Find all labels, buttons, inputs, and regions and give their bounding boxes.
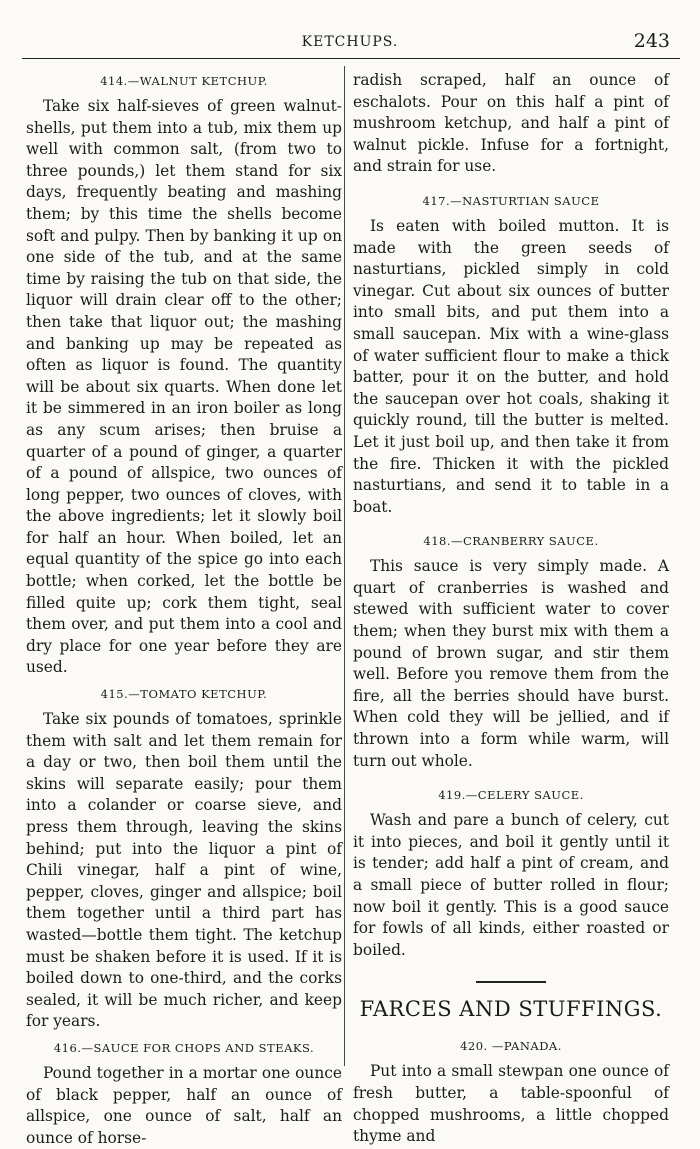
recipe-heading-415: 415.—TOMATO KETCHUP. <box>100 687 268 702</box>
column-divider <box>344 66 345 1066</box>
recipe-heading-417: 417.—NASTURTIAN SAUCE <box>422 193 600 208</box>
recipe-text-416-continued: radish scraped, half an ounce of eschalots. Pour on this half a pint of mushroom ketchup, and half a pint of walnut pickle. Infuse for a fortnight, and strain for use. <box>353 71 669 176</box>
left-column <box>26 66 342 1149</box>
recipe-text-418: This sauce is very simply made. A quart of cranberries is washed and stewed with sufficient water to cover them; when they burst mix with them a pound of brown sugar, and stir them well. Before you remove them from the fire, all the berries should have burst. When cold they will be jellied, and if thrown into a form while warm, will turn out whole. <box>353 557 669 770</box>
recipe-heading-418: 418.—CRANBERRY SAUCE. <box>423 534 599 549</box>
right-column <box>353 66 669 1148</box>
recipe-heading-416: 416.—SAUCE FOR CHOPS AND STEAKS. <box>53 1040 315 1055</box>
page-number: 243 <box>633 30 670 52</box>
section-separator <box>476 981 546 983</box>
recipe-text-420: Put into a small stewpan one ounce of fresh butter, a table-spoonful of chopped mushrooms, a little chopped thyme and <box>353 1062 669 1146</box>
recipe-heading-414: 414.—WALNUT KETCHUP. <box>100 74 268 88</box>
recipe-text-417: Is eaten with boiled mutton. It is made with the green seeds of nasturtians, pickled simply in cold vinegar. Cut about six ounces of butter into small bits, and put them into a small saucepan. Mix with a wine-glass of water sufficient flour to make a thick batter, pour it on the butter, and hold the saucepan over hot coals, shaking it quickly round, till the butter is melted. Let it just boil up, and then take it from the fire. Thicken it with the pickled nasturtians, and send it to table in a boat. <box>353 216 669 516</box>
recipe-heading-419: 419.—CELERY SAUCE. <box>438 788 584 803</box>
recipe-text-415: Take six pounds of tomatoes, sprinkle them with salt and let them remain for a day or two, then boil them until the skins will separate easily; pour them into a colander or coarse sieve, and press them through, leaving the skins behind; put into the liquor a pint of Chili vinegar, half a pint of wine, pepper, cloves, ginger and allspice; boil them together until a third part has wasted—bottle them tight. The ketchup must be shaken before it is used. If it is boiled down to one-third, and the corks sealed, it will be much richer, and keep for years. <box>26 710 342 1031</box>
recipe-text-414: Take six half-sieves of green walnut-shells, put them into a tub, mix them up well with common salt, (from two to three pounds,) let them stand for six days, frequently beating and mashing them; by this time the shells become soft and pulpy. Then by banking it up on one side of the tub, and at the same time by raising the tub on that side, the liquor will drain clear off to the other; then take that liquor out; the mashing and banking up may be repeated as often as liquor is found. The quantity will be about six quarts. When done let it be simmered in an iron boiler as long as any scum arises; then bruise a quarter of a pound of ginger, a quarter of a pound of allspice, two ounces of long pepper, two ounces of cloves, with the above ingredients; let it slowly boil for half an hour. When boiled, let an equal quantity of the spice go into each bottle; when corked, let the bottle be filled quite up; cork them tight, seal them over, and put them into a cool and dry place for one year before they are used. <box>26 97 342 677</box>
recipe-text-419: Wash and pare a bunch of celery, cut it into pieces, and boil it gently until it is tender; add half a pint of cream, and a small piece of butter rolled in flour; now boil it gently. This is a good sauce for fowls of all kinds, either roasted or boiled. <box>353 811 669 959</box>
running-header: KETCHUPS. <box>301 34 399 50</box>
header-rule <box>22 58 680 59</box>
recipe-text-416: Pound together in a mortar one ounce of black pepper, half an ounce of allspice, one ounce of salt, half an ounce of horse- <box>26 1063 342 1147</box>
chapter-title: FARCES AND STUFFINGS. <box>359 997 663 1022</box>
recipe-heading-420: 420. —PANADA. <box>460 1039 562 1054</box>
